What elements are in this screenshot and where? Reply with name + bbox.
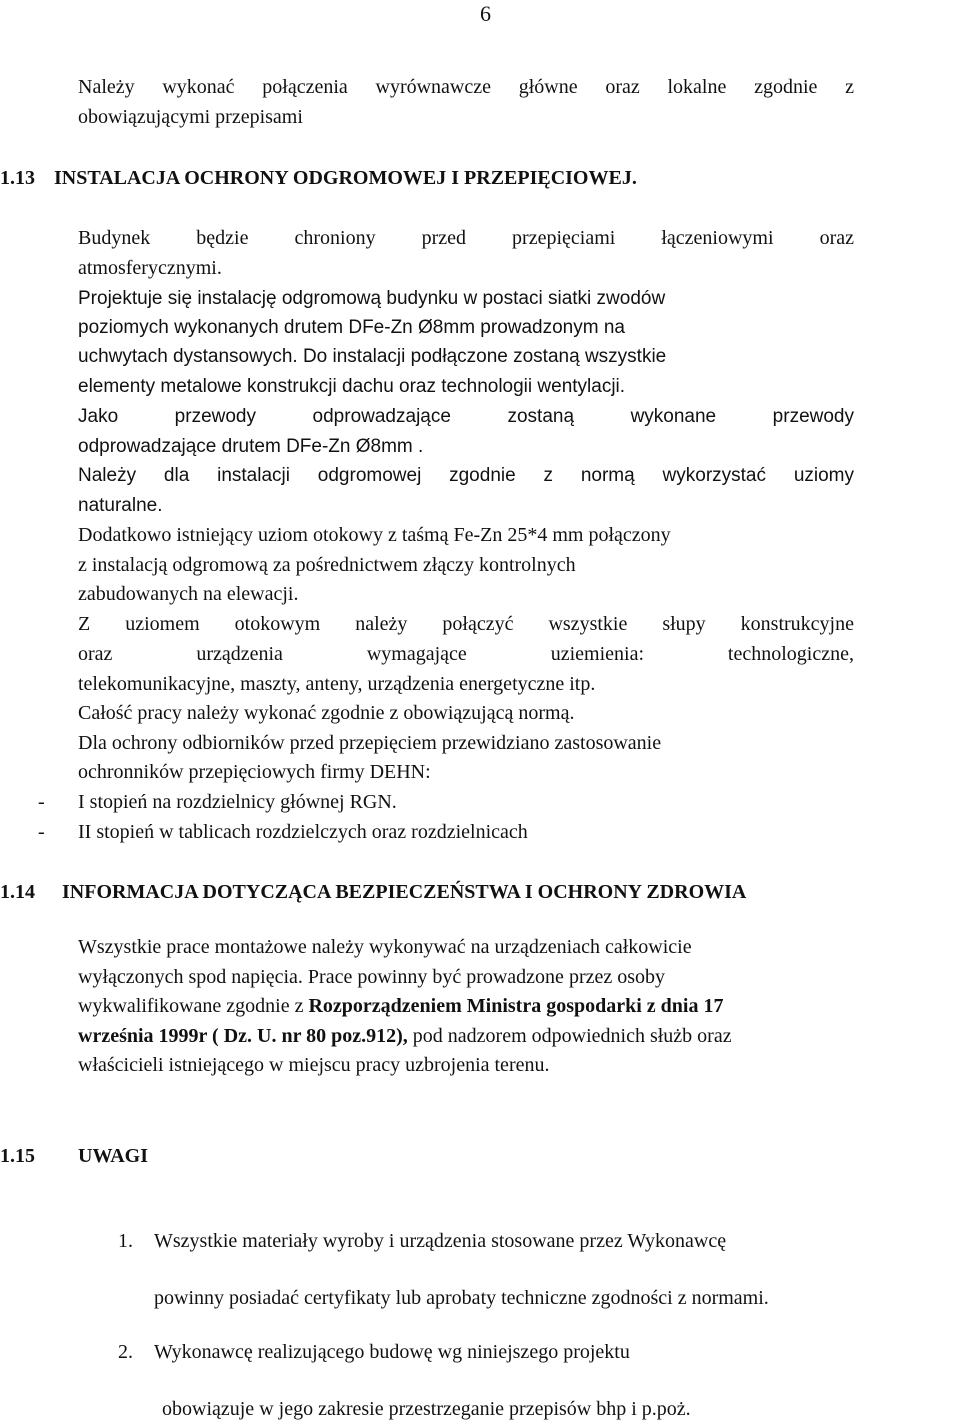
paragraph-line: atmosferycznymi. bbox=[78, 257, 222, 279]
paragraph-line: Budynek będzie chroniony przed przepięciami łączeniowymi oraz bbox=[78, 227, 854, 249]
paragraph-line: Należy dla instalacji odgromowej zgodnie z normą wykorzystać uziomy bbox=[78, 465, 854, 486]
paragraph-line: właścicieli istniejącego w miejscu pracy uzbrojenia terenu. bbox=[78, 1054, 550, 1076]
paragraph-line: z instalacją odgromową za pośrednictwem złączy kontrolnych bbox=[78, 554, 576, 576]
paragraph-line: odprowadzające drutem DFe-Zn Ø8mm . bbox=[78, 436, 424, 457]
list-item-continued: powinny posiadać certyfikaty lub aprobaty techniczne zgodności z normami. bbox=[154, 1287, 769, 1309]
list-item: Wszystkie materiały wyroby i urządzenia stosowane przez Wykonawcę bbox=[154, 1230, 727, 1252]
paragraph-line: uchwytach dystansowych. Do instalacji podłączone zostaną wszystkie bbox=[78, 346, 667, 367]
list-number: 2. bbox=[118, 1341, 133, 1363]
paragraph-line bbox=[78, 992, 854, 1022]
text-run: wykwalifikowane zgodnie z bbox=[78, 995, 309, 1017]
paragraph-line: Z uziomem otokowym należy połączyć wszystkie słupy konstrukcyjne bbox=[78, 613, 854, 635]
page-number: 6 bbox=[480, 1, 491, 26]
paragraph-line: poziomych wykonanych drutem DFe-Zn Ø8mm prowadzonym na bbox=[78, 317, 625, 338]
paragraph-line: Całość pracy należy wykonać zgodnie z obowiązującą normą. bbox=[78, 702, 575, 724]
section-title: UWAGI bbox=[78, 1145, 149, 1167]
section-1-15-heading bbox=[0, 1141, 148, 1171]
list-dash: - bbox=[38, 821, 45, 843]
paragraph-line bbox=[78, 1022, 854, 1052]
paragraph-line: ochronników przepięciowych firmy DEHN: bbox=[78, 761, 431, 783]
list-item: II stopień w tablicach rozdzielczych oraz rozdzielnicach bbox=[78, 821, 528, 843]
paragraph-line: Dodatkowo istniejący uziom otokowy z taśmą Fe-Zn 25*4 mm połączony bbox=[78, 524, 671, 546]
paragraph-line: telekomunikacyjne, maszty, anteny, urządzenia energetyczne itp. bbox=[78, 673, 596, 695]
paragraph-line: Wszystkie prace montażowe należy wykonywać na urządzeniach całkowicie bbox=[78, 936, 692, 958]
section-number: 1.15 bbox=[0, 1145, 35, 1167]
regulation-reference: Rozporządzeniem Ministra gospodarki z dnia 17 bbox=[308, 995, 724, 1017]
regulation-reference: września 1999r ( Dz. U. nr 80 poz.912), bbox=[78, 1025, 408, 1047]
paragraph-line: Jako przewody odprowadzające zostaną wykonane przewody bbox=[78, 406, 854, 427]
list-item: Wykonawcę realizującego budowę wg niniejszego projektu bbox=[154, 1341, 630, 1363]
section-1-13-heading bbox=[0, 163, 637, 193]
text-run: pod nadzorem odpowiednich służb oraz bbox=[407, 1025, 732, 1047]
list-number: 1. bbox=[118, 1230, 133, 1252]
section-number: 1.14 bbox=[0, 881, 35, 903]
list-item: I stopień na rozdzielnicy głównej RGN. bbox=[78, 791, 397, 813]
section-title: INFORMACJA DOTYCZĄCA BEZPIECZEŃSTWA I OCHRONY ZDROWIA bbox=[62, 881, 747, 903]
paragraph-line: wyłączonych spod napięcia. Prace powinny być prowadzone przez osoby bbox=[78, 966, 666, 988]
paragraph-line: Projektuje się instalację odgromową budynku w postaci siatki zwodów bbox=[78, 288, 666, 309]
paragraph-line: elementy metalowe konstrukcji dachu oraz technologii wentylacji. bbox=[78, 376, 626, 397]
list-dash: - bbox=[38, 791, 45, 813]
paragraph-line: zabudowanych na elewacji. bbox=[78, 583, 299, 605]
paragraph-line: naturalne. bbox=[78, 495, 163, 516]
paragraph-line: oraz urządzenia wymagające uziemienia: technologiczne, bbox=[78, 643, 854, 665]
section-title: INSTALACJA OCHRONY ODGROMOWEJ I PRZEPIĘCIOWEJ. bbox=[54, 167, 637, 189]
paragraph-line: Dla ochrony odbiorników przed przepięciem przewidziano zastosowanie bbox=[78, 732, 662, 754]
intro-line-1: Należy wykonać połączenia wyrównawcze główne oraz lokalne zgodnie z bbox=[78, 76, 854, 98]
list-item-continued: obowiązuje w jego zakresie przestrzeganie przepisów bhp i p.poż. bbox=[162, 1398, 691, 1420]
section-1-14-heading bbox=[0, 877, 746, 907]
intro-line-2: obowiązującymi przepisami bbox=[78, 106, 303, 128]
section-number: 1.13 bbox=[0, 167, 35, 189]
